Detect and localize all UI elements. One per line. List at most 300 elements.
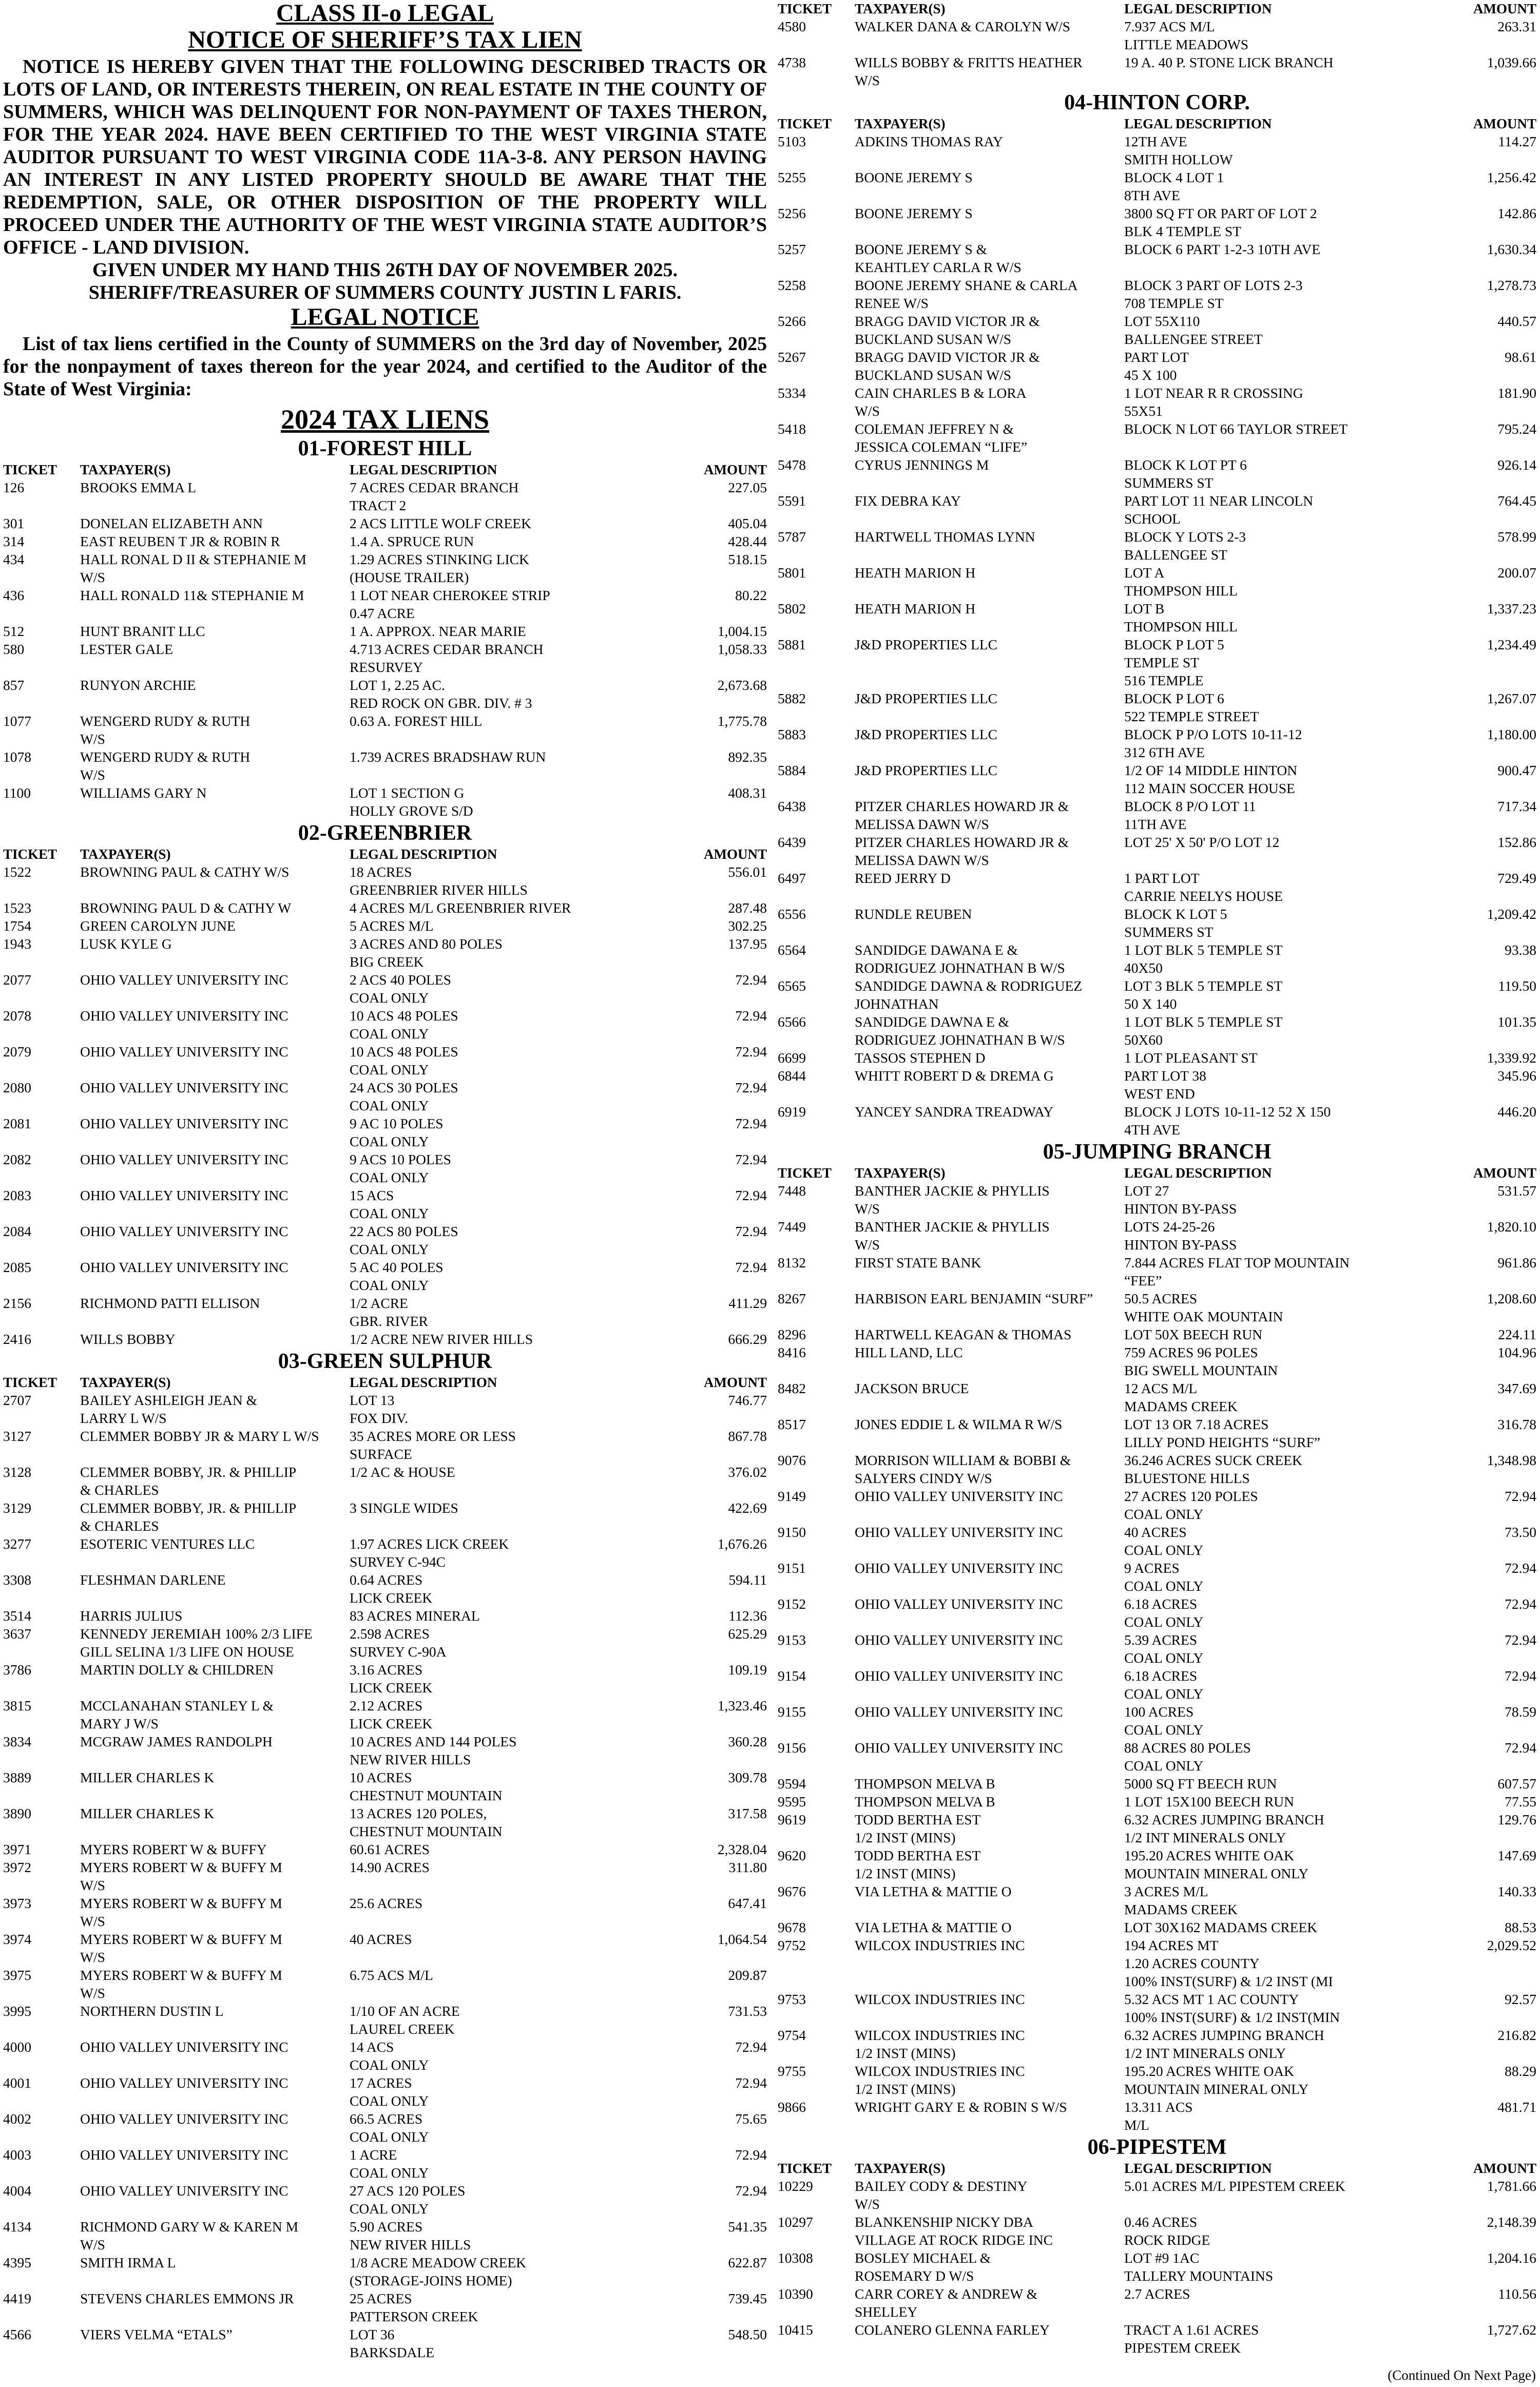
amount-cell: 1,064.54 [717, 1931, 767, 1947]
amount-cell: 72.94 [735, 1259, 767, 1275]
lien-table [778, 2160, 1536, 2357]
taxpayer-cell: J&D PROPERTIES LLC [855, 637, 997, 652]
amount-cell: 209.87 [728, 1967, 767, 1983]
taxpayer-cell: J&D PROPERTIES LLC [855, 762, 997, 778]
amount-header: AMOUNT [704, 846, 767, 862]
amount-cell: 1,180.00 [1487, 726, 1536, 742]
amount-cell: 541.35 [728, 2219, 767, 2235]
legal-cell: 36.246 ACRES SUCK CREEK BLUESTONE HILLS [1124, 1452, 1302, 1486]
table-row [3, 1391, 767, 1427]
table-row [3, 712, 767, 748]
ticket-cell: 9619 [778, 1812, 806, 1827]
table-row [778, 869, 1536, 905]
legal-cell: 194 ACRES MT 1.20 ACRES COUNTY 100% INST(SURF) & 1/2 INST (MI [1124, 1937, 1333, 1989]
legal-cell: 10 ACS 48 POLES COAL ONLY [350, 1044, 458, 1077]
legal-cell: BLOCK 6 PART 1-2-3 10TH AVE [1124, 241, 1321, 257]
amount-cell: 72.94 [1505, 1632, 1536, 1648]
taxpayer-cell: SANDIDGE DAWNA & RODRIGUEZ JOHNATHAN [855, 978, 1083, 1012]
taxpayer-cell: BROWNING PAUL & CATHY W/S [80, 864, 290, 880]
taxpayer-cell: WILCOX INDUSTRIES INC 1/2 INST (MINS) [855, 2027, 1025, 2061]
legal-cell: 1 LOT NEAR CHEROKEE STRIP 0.47 ACRE [350, 587, 550, 621]
ticket-cell: 1522 [3, 864, 31, 880]
amount-cell: 548.50 [728, 2326, 767, 2342]
right-sections [778, 0, 1536, 2357]
taxpayer-cell: MILLER CHARLES K [80, 1769, 215, 1785]
taxpayer-cell: CLEMMER BOBBY, JR. & PHILLIP & CHARLES [80, 1500, 297, 1534]
ticket-cell: 5334 [778, 385, 806, 401]
taxpayer-cell: BOONE JEREMY S [855, 169, 973, 185]
amount-cell: 72.94 [735, 1151, 767, 1167]
legal-header: LEGAL DESCRIPTION [350, 1375, 497, 1390]
taxpayer-cell: SANDIDGE DAWANA E & RODRIGUEZ JOHNATHAN B W/S [855, 942, 1065, 976]
taxpayer-cell: OHIO VALLEY UNIVERSITY INC [855, 1596, 1063, 1612]
table-row [3, 1043, 767, 1079]
amount-cell: 142.86 [1497, 205, 1536, 221]
legal-cell: 83 ACRES MINERAL [350, 1608, 480, 1624]
legal-cell: LOT 13 OR 7.18 ACRES LILLY POND HEIGHTS “SURF” [1124, 1416, 1320, 1450]
table-row [778, 276, 1536, 312]
ticket-cell: 6565 [778, 978, 806, 994]
taxpayer-cell: RICHMOND GARY W & KAREN M W/S [80, 2219, 299, 2253]
table-row [778, 1559, 1536, 1595]
table-row [778, 348, 1536, 384]
taxpayer-cell: BOONE JEREMY S & KEAHTLEY CARLA R W/S [855, 241, 1022, 275]
amount-cell: 408.31 [728, 785, 767, 801]
legal-header: LEGAL DESCRIPTION [1124, 2161, 1272, 2176]
table-row [778, 1103, 1536, 1139]
legal-cell: BLOCK J LOTS 10-11-12 52 X 150 4TH AVE [1124, 1104, 1331, 1138]
amount-cell: 1,209.42 [1487, 906, 1536, 922]
table-row [3, 1768, 767, 1804]
taxpayer-cell: COLANERO GLENNA FARLEY [855, 2322, 1050, 2338]
amount-cell: 72.94 [1505, 1596, 1536, 1612]
amount-cell: 140.33 [1497, 1883, 1536, 1899]
legal-cell: LOT 36 BARKSDALE [350, 2326, 435, 2360]
table-row [778, 1254, 1536, 1289]
legal-cell: LOT B THOMPSON HILL [1124, 601, 1238, 634]
ticket-cell: 4738 [778, 54, 806, 70]
table-row [778, 564, 1536, 600]
table-row [778, 17, 1536, 53]
ticket-cell: 436 [3, 587, 25, 603]
amount-cell: 717.34 [1497, 798, 1536, 814]
legal-cell: 5.32 ACS MT 1 AC COUNTY 100% INST(SURF) & 1/2 INST(MIN [1124, 1991, 1340, 2025]
taxpayer-cell: GREEN CAROLYN JUNE [80, 918, 236, 934]
ticket-header: TICKET [778, 116, 832, 131]
taxpayer-header: TAXPAYER(S) [855, 2161, 946, 2176]
legal-cell: 2.7 ACRES [1124, 2286, 1190, 2302]
ticket-cell: 2080 [3, 1080, 31, 1095]
amount-cell: 72.94 [735, 1044, 767, 1060]
taxpayer-cell: FIX DEBRA KAY [855, 493, 961, 509]
legal-header: LEGAL DESCRIPTION [1124, 1, 1272, 16]
legal-cell: BLOCK 8 P/O LOT 11 11TH AVE [1124, 798, 1256, 832]
taxpayer-cell: MCCLANAHAN STANLEY L & MARY J W/S [80, 1698, 274, 1731]
ticket-cell: 9754 [778, 2027, 806, 2043]
taxpayer-cell: LUSK KYLE G [80, 936, 172, 952]
ticket-cell: 9152 [778, 1596, 806, 1612]
legal-cell: 5.01 ACRES M/L PIPESTEM CREEK [1124, 2178, 1345, 2194]
amount-cell: 2,148.39 [1487, 2214, 1536, 2230]
amount-cell: 1,339.92 [1487, 1050, 1536, 1066]
ticket-cell: 3277 [3, 1536, 31, 1552]
table-row [3, 1114, 767, 1150]
taxpayer-cell: ADKINS THOMAS RAY [855, 133, 1003, 149]
ticket-cell: 3971 [3, 1841, 31, 1857]
table-row [778, 1067, 1536, 1103]
taxpayer-cell: J&D PROPERTIES LLC [855, 690, 997, 706]
taxpayer-cell: HALL RONAL D II & STEPHANIE M W/S [80, 551, 306, 585]
table-row [3, 1858, 767, 1894]
taxpayer-cell: OHIO VALLEY UNIVERSITY INC [80, 2183, 288, 2199]
left-sections [3, 436, 767, 2361]
amount-cell: 224.11 [1498, 1326, 1536, 1342]
table-row [3, 1930, 767, 1966]
table-row [778, 1289, 1536, 1325]
legal-cell: LOT 3 BLK 5 TEMPLE ST 50 X 140 [1124, 978, 1283, 1012]
taxpayer-cell: DONELAN ELIZABETH ANN [80, 515, 263, 531]
table-row [3, 2110, 767, 2146]
table-row [778, 2098, 1536, 2134]
ticket-cell: 5267 [778, 349, 806, 365]
table-row [3, 550, 767, 586]
ticket-cell: 3637 [3, 1626, 31, 1642]
table-row [778, 2213, 1536, 2249]
legal-cell: 1/2 AC & HOUSE [350, 1464, 455, 1480]
lien-table [778, 0, 1536, 89]
taxpayer-cell: JONES EDDIE L & WILMA R W/S [855, 1416, 1063, 1432]
table-row [778, 1415, 1536, 1451]
amount-cell: 625.29 [728, 1626, 767, 1642]
taxpayer-cell: BRAGG DAVID VICTOR JR & BUCKLAND SUSAN W/S [855, 313, 1040, 347]
table-row [3, 917, 767, 935]
table-row [778, 2321, 1536, 2357]
taxpayer-cell: HUNT BRANIT LLC [80, 623, 205, 639]
ticket-cell: 1100 [3, 785, 31, 801]
table-row [3, 899, 767, 917]
legal-cell: BLOCK P P/O LOTS 10-11-12 312 6TH AVE [1124, 726, 1302, 760]
table-header-row [778, 1164, 1536, 1182]
amount-cell: 316.78 [1497, 1416, 1536, 1432]
amount-cell: 72.94 [735, 2075, 767, 2091]
legal-cell: BLOCK N LOT 66 TAYLOR STREET [1124, 421, 1348, 437]
amount-cell: 2,029.52 [1487, 1937, 1536, 1953]
table-row [778, 1667, 1536, 1703]
ticket-cell: 9150 [778, 1524, 806, 1540]
amount-cell: 1,234.49 [1487, 637, 1536, 652]
table-row [3, 1294, 767, 1330]
table-row [778, 2249, 1536, 2285]
legal-cell: LOT 55X110 BALLENGEE STREET [1124, 313, 1263, 347]
legal-cell: 2 ACS 40 POLES COAL ONLY [350, 972, 451, 1006]
legal-header: LEGAL DESCRIPTION [1124, 116, 1272, 131]
taxpayer-cell: BRAGG DAVID VICTOR JR & BUCKLAND SUSAN W/S [855, 349, 1040, 383]
ticket-cell: 5884 [778, 762, 806, 778]
amount-cell: 78.59 [1505, 1704, 1536, 1720]
legal-header: LEGAL DESCRIPTION [350, 846, 497, 862]
ticket-cell: 6566 [778, 1014, 806, 1030]
taxpayer-cell: J&D PROPERTIES LLC [855, 726, 997, 742]
table-row [778, 1487, 1536, 1523]
amount-header: AMOUNT [704, 462, 767, 477]
table-row [778, 1739, 1536, 1775]
amount-cell: 926.14 [1497, 457, 1536, 473]
legal-cell: 60.61 ACRES [350, 1841, 430, 1857]
amount-cell: 72.94 [735, 2183, 767, 2199]
amount-cell: 1,775.78 [717, 713, 767, 729]
ticket-cell: 3973 [3, 1895, 31, 1911]
amount-cell: 2,328.04 [717, 1841, 767, 1857]
table-row [3, 2254, 767, 2289]
ticket-cell: 512 [3, 623, 25, 639]
legal-cell: 12TH AVE SMITH HOLLOW [1124, 133, 1233, 167]
taxpayer-header: TAXPAYER(S) [80, 846, 171, 862]
amount-cell: 729.49 [1497, 870, 1536, 886]
table-row [778, 2062, 1536, 2098]
taxpayer-cell: CAIN CHARLES B & LORA W/S [855, 385, 1027, 419]
amount-cell: 731.53 [728, 2003, 767, 2019]
table-row [3, 622, 767, 640]
taxpayer-cell: SANDIDGE DAWNA E & RODRIGUEZ JOHNATHAN B W/S [855, 1014, 1065, 1048]
taxpayer-header: TAXPAYER(S) [855, 1165, 946, 1181]
table-row [778, 1936, 1536, 1990]
right-column [778, 0, 1536, 2357]
ticket-cell: 4000 [3, 2039, 31, 2055]
taxpayer-cell: MYERS ROBERT W & BUFFY M W/S [80, 1895, 282, 1929]
table-row [3, 748, 767, 784]
ticket-cell: 5787 [778, 529, 806, 545]
legal-cell: BLOCK K LOT PT 6 SUMMERS ST [1124, 457, 1247, 491]
taxpayer-cell: OHIO VALLEY UNIVERSITY INC [80, 1223, 288, 1239]
amount-cell: 481.71 [1497, 2099, 1536, 2115]
taxpayer-cell: NORTHERN DUSTIN L [80, 2003, 224, 2019]
taxpayer-cell: HEATH MARION H [855, 565, 976, 581]
ticket-cell: 3889 [3, 1769, 31, 1785]
taxpayer-header: TAXPAYER(S) [80, 462, 171, 477]
ticket-cell: 9155 [778, 1704, 806, 1720]
ticket-cell: 1754 [3, 918, 31, 934]
legal-cell: TRACT A 1.61 ACRES PIPESTEM CREEK [1124, 2322, 1259, 2356]
ticket-cell: 5266 [778, 313, 806, 329]
ticket-cell: 9752 [778, 1937, 806, 1953]
table-row [3, 2002, 767, 2038]
taxpayer-cell: MYERS ROBERT W & BUFFY M W/S [80, 1967, 282, 2001]
ticket-cell: 857 [3, 677, 25, 693]
continued-note: (Continued On Next Page) [1388, 2367, 1536, 2383]
legal-cell: LOT #9 1AC TALLERY MOUNTAINS [1124, 2250, 1274, 2284]
ticket-cell: 10229 [778, 2178, 813, 2194]
amount-cell: 961.86 [1497, 1255, 1536, 1270]
section-heading: 05-JUMPING BRANCH [1043, 1140, 1272, 1164]
taxpayer-cell: OHIO VALLEY UNIVERSITY INC [80, 2075, 288, 2091]
amount-cell: 72.94 [735, 2147, 767, 2163]
ticket-cell: 4003 [3, 2147, 31, 2163]
ticket-cell: 5801 [778, 565, 806, 581]
taxpayer-cell: BANTHER JACKIE & PHYLLIS W/S [855, 1183, 1050, 1217]
taxpayer-cell: CYRUS JENNINGS M [855, 457, 989, 473]
taxpayer-cell: WALKER DANA & CAROLYN W/S [855, 18, 1070, 34]
legal-cell: 0.64 ACRES LICK CREEK [350, 1572, 433, 1606]
taxpayer-cell: THOMPSON MELVA B [855, 1794, 995, 1810]
table-row [778, 905, 1536, 941]
legal-cell: LOT 1 SECTION G HOLLY GROVE S/D [350, 785, 473, 819]
table-row [3, 676, 767, 712]
amount-cell: 1,727.62 [1487, 2322, 1536, 2338]
ticket-cell: 9594 [778, 1776, 806, 1792]
taxpayer-cell: SMITH IRMA L [80, 2255, 176, 2270]
legal-cell: 19 A. 40 P. STONE LICK BRANCH [1124, 54, 1334, 70]
amount-cell: 1,004.15 [717, 623, 767, 639]
legal-cell: PART LOT 38 WEST END [1124, 1068, 1206, 1102]
taxpayer-cell: OHIO VALLEY UNIVERSITY INC [80, 2039, 288, 2055]
amount-cell: 72.94 [1505, 1668, 1536, 1684]
legal-cell: LOT A THOMPSON HILL [1124, 565, 1238, 599]
amount-cell: 345.96 [1497, 1068, 1536, 1084]
table-row [3, 1966, 767, 2002]
amount-cell: 428.44 [728, 533, 767, 549]
table-row [3, 640, 767, 676]
amount-cell: 129.76 [1497, 1812, 1536, 1827]
amount-cell: 578.99 [1497, 529, 1536, 545]
ticket-cell: 4566 [3, 2326, 31, 2342]
section-heading: 02-GREENBRIER [298, 821, 472, 845]
taxpayer-cell: WILCOX INDUSTRIES INC 1/2 INST (MINS) [855, 2063, 1025, 2097]
legal-cell: 13 ACRES 120 POLES, CHESTNUT MOUNTAIN [350, 1805, 503, 1839]
ticket-cell: 2077 [3, 972, 31, 988]
table-row [3, 586, 767, 622]
legal-header: LEGAL DESCRIPTION [1124, 1165, 1272, 1181]
table-row [778, 1343, 1536, 1379]
ticket-cell: 8517 [778, 1416, 806, 1432]
ticket-cell: 1523 [3, 900, 31, 916]
taxpayer-cell: MILLER CHARLES K [80, 1805, 215, 1821]
table-row [778, 1918, 1536, 1936]
taxpayer-cell: MYERS ROBERT W & BUFFY [80, 1841, 267, 1857]
table-row [3, 863, 767, 899]
amount-cell: 72.94 [1505, 1488, 1536, 1504]
ticket-cell: 5258 [778, 277, 806, 293]
amount-cell: 72.94 [735, 2039, 767, 2055]
amount-cell: 360.28 [728, 1734, 767, 1749]
table-row [778, 1882, 1536, 1918]
table-header-row [778, 2160, 1536, 2177]
legal-cell: 40 ACRES [350, 1931, 412, 1947]
legal-cell: 24 ACS 30 POLES COAL ONLY [350, 1080, 458, 1113]
ticket-cell: 2078 [3, 1008, 31, 1024]
table-row [3, 1840, 767, 1858]
table-row [3, 1007, 767, 1043]
amount-cell: 72.94 [735, 1223, 767, 1239]
legal-cell: 5 AC 40 POLES COAL ONLY [350, 1259, 444, 1293]
lien-table [778, 1164, 1536, 2134]
ticket-cell: 4004 [3, 2183, 31, 2199]
taxpayer-cell: YANCEY SANDRA TREADWAY [855, 1104, 1054, 1120]
table-row [778, 1793, 1536, 1811]
taxpayer-cell: TODD BERTHA EST 1/2 INST (MINS) [855, 1847, 981, 1881]
legal-cell: 1 LOT PLEASANT ST [1124, 1050, 1258, 1066]
taxpayer-cell: CLEMMER BOBBY, JR. & PHILLIP & CHARLES [80, 1464, 297, 1498]
amount-cell: 666.29 [728, 1331, 767, 1347]
legal-cell: 5 ACRES M/L [350, 918, 434, 934]
taxpayer-cell: OHIO VALLEY UNIVERSITY INC [80, 2111, 288, 2127]
amount-cell: 422.69 [728, 1500, 767, 1516]
legal-cell: 1.4 A. SPRUCE RUN [350, 533, 474, 549]
table-row [778, 1811, 1536, 1846]
table-row [778, 1218, 1536, 1254]
amount-cell: 72.94 [1505, 1560, 1536, 1576]
table-row [3, 1186, 767, 1222]
amount-cell: 1,676.26 [717, 1536, 767, 1552]
amount-cell: 72.94 [735, 1115, 767, 1131]
notice-title: NOTICE OF SHERIFF’S TAX LIEN [188, 26, 582, 53]
amount-cell: 795.24 [1497, 421, 1536, 437]
ticket-cell: 3786 [3, 1662, 31, 1678]
taxpayer-cell: HARTWELL THOMAS LYNN [855, 529, 1035, 545]
amount-cell: 892.35 [728, 749, 767, 765]
legal-cell: 25 ACRES PATTERSON CREEK [350, 2290, 478, 2324]
taxpayer-cell: BANTHER JACKIE & PHYLLIS W/S [855, 1219, 1050, 1253]
amount-cell: 98.61 [1505, 349, 1536, 365]
ticket-cell: 6497 [778, 870, 806, 886]
legal-cell: 3 ACRES AND 80 POLES BIG CREEK [350, 936, 503, 970]
amount-cell: 764.45 [1497, 493, 1536, 509]
amount-cell: 72.94 [1505, 1740, 1536, 1756]
amount-cell: 112.36 [728, 1608, 767, 1624]
legal-notice-title: LEGAL NOTICE [291, 303, 479, 331]
table-row [778, 492, 1536, 528]
amount-cell: 531.57 [1497, 1183, 1536, 1199]
legal-cell: 10 ACS 48 POLES COAL ONLY [350, 1008, 458, 1042]
taxpayer-cell: TODD BERTHA EST 1/2 INST (MINS) [855, 1812, 981, 1845]
ticket-cell: 7449 [778, 1219, 806, 1235]
legal-cell: 7.844 ACRES FLAT TOP MOUNTAIN “FEE” [1124, 1255, 1350, 1288]
ticket-header: TICKET [778, 1165, 832, 1181]
section-heading: 01-FOREST HILL [298, 437, 472, 460]
amount-cell: 1,208.60 [1487, 1291, 1536, 1306]
ticket-cell: 2084 [3, 1223, 31, 1239]
ticket-cell: 3127 [3, 1428, 31, 1444]
amount-cell: 317.58 [728, 1805, 767, 1821]
taxpayer-cell: OHIO VALLEY UNIVERSITY INC [80, 1259, 288, 1275]
taxpayer-cell: OHIO VALLEY UNIVERSITY INC [80, 2147, 288, 2163]
amount-header: AMOUNT [1473, 2161, 1536, 2176]
table-row [778, 725, 1536, 761]
taxpayer-cell: JACKSON BRUCE [855, 1380, 969, 1396]
table-row [3, 1804, 767, 1840]
ticket-header: TICKET [3, 846, 57, 862]
amount-cell: 216.82 [1497, 2027, 1536, 2043]
ticket-cell: 2079 [3, 1044, 31, 1060]
amount-cell: 446.20 [1497, 1104, 1536, 1120]
legal-cell: 10 ACRES AND 144 POLES NEW RIVER HILLS [350, 1734, 517, 1767]
ticket-cell: 3995 [3, 2003, 31, 2019]
ticket-cell: 9154 [778, 1668, 806, 1684]
amount-cell: 900.47 [1497, 762, 1536, 778]
amount-cell: 622.87 [728, 2255, 767, 2270]
taxpayer-cell: WRIGHT GARY E & ROBIN S W/S [855, 2099, 1067, 2115]
ticket-cell: 6919 [778, 1104, 806, 1120]
ticket-cell: 9753 [778, 1991, 806, 2007]
amount-cell: 101.35 [1497, 1014, 1536, 1030]
amount-cell: 80.22 [735, 587, 767, 603]
legal-cell: 1 PART LOT CARRIE NEELYS HOUSE [1124, 870, 1283, 904]
legal-cell: BLOCK 4 LOT 1 8TH AVE [1124, 169, 1224, 203]
legal-cell: 1 A. APPROX. NEAR MARIE [350, 623, 526, 639]
ticket-cell: 3815 [3, 1698, 31, 1714]
legal-cell: 12 ACS M/L MADAMS CREEK [1124, 1380, 1238, 1414]
table-row [3, 2325, 767, 2361]
amount-cell: 92.57 [1505, 1991, 1536, 2007]
